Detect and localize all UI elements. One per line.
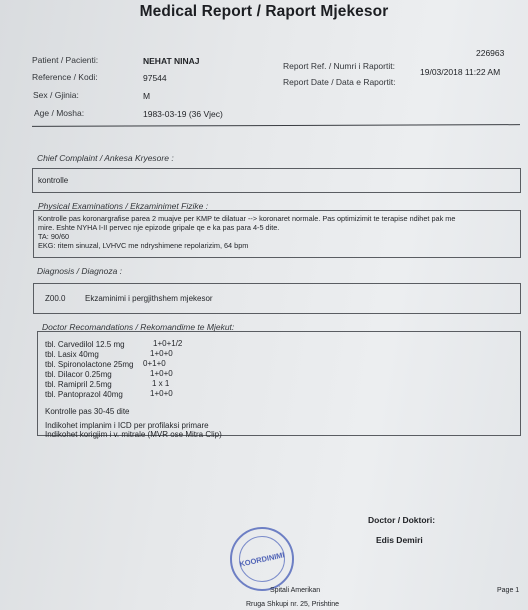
med-name: tbl. Pantoprazol 40mg: [45, 390, 123, 399]
med-name: tbl. Ramipril 2.5mg: [45, 380, 112, 389]
exams-box: [33, 210, 521, 258]
sex-value: M: [143, 91, 151, 101]
diagnosis-text: Ekzaminimi i pergjithshem mjekesor: [85, 294, 213, 303]
footer-page: Page 1: [497, 587, 520, 594]
complaint-text: kontrolle: [38, 176, 69, 185]
header-divider: [32, 124, 520, 127]
footer-hospital: Spitali Amerikan: [270, 587, 321, 594]
exams-line-4: EKG: ritem sinuzal, LVHVC me ndryshimene repolarizim, 64 bpm: [38, 241, 249, 250]
reference-label: Reference / Kodi:: [32, 72, 98, 82]
age-value: 1983-03-19 (36 Vjec): [143, 109, 223, 119]
doctor-label: Doctor / Doktori:: [368, 515, 436, 525]
doctor-name: Edis Demiri: [376, 535, 423, 545]
med-dose: 1+0+0: [150, 389, 173, 398]
diagnosis-code: Z00.0: [45, 294, 66, 303]
med-name: tbl. Carvedilol 12.5 mg: [45, 340, 125, 349]
diagnosis-box: [33, 283, 521, 314]
recommendation-note-1: Indikohet implanim i ICD per profilaksi primare: [45, 421, 209, 430]
exams-line-2: mire. Eshte NYHA I-II pervec nje epizode gripale qe e ka pas para 4-5 dite.: [38, 223, 280, 232]
report-date-value: 19/03/2018 11:22 AM: [420, 67, 501, 77]
complaint-heading: Chief Complaint / Ankesa Kryesore :: [37, 153, 174, 163]
exams-line-1: Kontrolle pas koronargrafise parea 2 muajve per KMP te dilatuar --> koronaret normale. Pas optimizimit te terapise ndihet pak me: [38, 214, 456, 223]
diagnosis-heading: Diagnosis / Diagnoza :: [37, 266, 123, 276]
followup-text: Kontrolle pas 30-45 dite: [45, 407, 130, 416]
report-ref-value: 226963: [476, 48, 505, 58]
exams-line-3: TA: 90/60: [38, 232, 70, 241]
reference-value: 97544: [143, 73, 167, 83]
med-dose: 0+1+0: [143, 359, 166, 368]
hospital-stamp: [230, 527, 294, 591]
sex-label: Sex / Gjinia:: [33, 90, 79, 100]
med-name: tbl. Lasix 40mg: [45, 350, 99, 359]
report-title: Medical Report / Raport Mjekesor: [139, 3, 389, 20]
recommendation-note-2: Indikohet korigjim i v. mitrale (MVR ose Mitra Clip): [45, 430, 222, 439]
med-dose: 1+0+1/2: [153, 339, 183, 348]
recommendations-heading: Doctor Recomandations / Rekomandime te Mjekut:: [42, 322, 235, 332]
patient-label: Patient / Pacienti:: [32, 55, 99, 65]
recommendations-box: [37, 331, 521, 439]
report-date-label: Report Date / Data e Raportit:: [283, 77, 396, 87]
stamp-text: KOORDINIMI: [238, 550, 286, 569]
complaint-box: [32, 168, 521, 193]
report-ref-label: Report Ref. / Numri i Raportit:: [283, 61, 395, 71]
med-dose: 1+0+0: [150, 349, 173, 358]
med-name: tbl. Spironolactone 25mg: [45, 360, 134, 369]
exams-heading: Physical Examinations / Ekzaminimet Fizike :: [38, 201, 209, 211]
patient-name: NEHAT NINAJ: [143, 56, 200, 66]
med-dose: 1+0+0: [150, 369, 173, 378]
med-dose: 1 x 1: [152, 379, 170, 388]
age-label: Age / Mosha:: [34, 108, 85, 118]
footer-address: Rruga Shkupi nr. 25, Prishtine: [246, 601, 339, 608]
med-name: tbl. Dilacor 0.25mg: [45, 370, 112, 379]
